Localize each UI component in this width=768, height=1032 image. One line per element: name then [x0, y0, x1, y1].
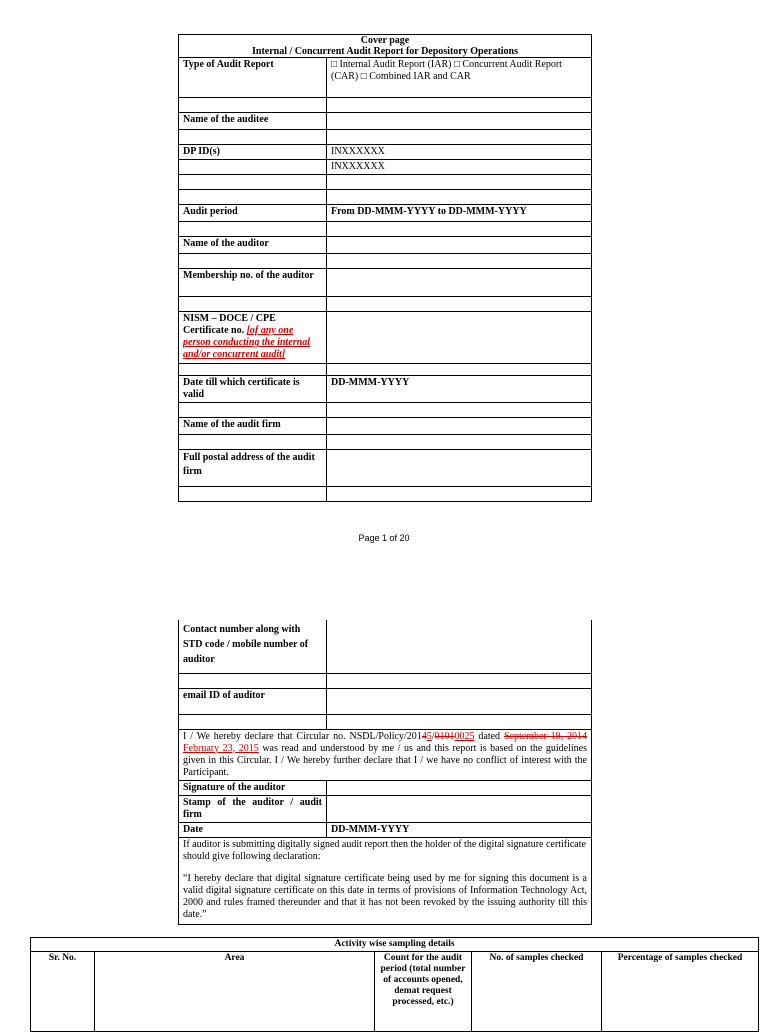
period-value: From DD-MMM-YYYY to DD-MMM-YYYY: [327, 205, 592, 222]
nism-note: [of any one person conducting the internal and/or concurrent audit]: [183, 325, 310, 360]
sampling-title: Activity wise sampling details: [31, 938, 759, 952]
type-value: □ Internal Audit Report (IAR) □ Concurrent Audit Report (CAR) □ Combined IAR and CAR: [327, 58, 592, 98]
digital-section: [179, 837, 592, 924]
digital-intro: If auditor is submitting digitally signed audit report then the holder of the digital signature certificate should give following declaration:: [183, 838, 586, 862]
firm-value: [327, 418, 592, 435]
page-number: Page 1 of 20: [358, 533, 410, 543]
dpid-value-1: INXXXXXX: [327, 145, 592, 160]
contact-label: Contact number along with STD code / mobile number of auditor: [179, 620, 327, 673]
signature-label: Signature of the auditor: [179, 780, 327, 795]
col-samples-checked: No. of samples checked: [472, 952, 602, 1032]
auditor-value: [327, 237, 592, 254]
auditee-label: Name of the auditee: [179, 113, 327, 130]
address-value: [327, 450, 592, 487]
col-count: Count for the audit period (total number of accounts opened, demat request processed, etc.): [375, 952, 472, 1032]
email-value: [327, 688, 592, 714]
nism-label: NISM – DOCE / CPE Certificate no.: [183, 313, 276, 336]
contact-value: [327, 620, 592, 673]
address-label: Full postal address of the audit firm: [179, 450, 327, 487]
cover-subtitle: Internal / Concurrent Audit Report for Depository Operations: [252, 46, 519, 57]
valid-label: Date till which certificate is valid: [179, 376, 327, 403]
membership-value: [327, 269, 592, 297]
date-label: Date: [179, 822, 327, 837]
auditee-value: [327, 113, 592, 130]
valid-value: DD-MMM-YYYY: [327, 376, 592, 403]
col-percentage: Percentage of samples checked: [602, 952, 759, 1032]
auditor-label: Name of the auditor: [179, 237, 327, 254]
nism-value: [327, 312, 592, 364]
date-value: DD-MMM-YYYY: [327, 822, 592, 837]
sampling-table: [30, 937, 759, 1032]
cover-title: Cover page: [360, 35, 410, 46]
membership-label: Membership no. of the auditor: [179, 269, 327, 297]
dpid-label: DP ID(s): [179, 145, 327, 160]
stamp-label: Stamp of the auditor / audit firm: [179, 795, 327, 822]
dpid-value-2: INXXXXXX: [327, 160, 592, 175]
nism-cell: [179, 312, 327, 364]
email-label: email ID of auditor: [179, 688, 327, 714]
col-area: Area: [95, 952, 375, 1032]
declaration-text: I / We hereby declare that Circular no. NSDL/Policy/20145/01010025 dated September 19, 2014 February 23, 2015 was read and understood by me / us and this report is based on the guidelines given in this Circular. I / We hereby further declare that I / we have no conflict of interest with the Participant.: [179, 729, 592, 780]
col-sr-no: Sr. No.: [31, 952, 95, 1032]
cover-table: [178, 34, 592, 502]
page2-table: [178, 620, 592, 925]
period-label: Audit period: [179, 205, 327, 222]
type-label: Type of Audit Report: [179, 58, 327, 98]
signature-value: [327, 780, 592, 795]
firm-label: Name of the audit firm: [179, 418, 327, 435]
stamp-value: [327, 795, 592, 822]
digital-declaration: “I hereby declare that digital signature certificate being used by me for signing this document is a valid digital signature certificate on this date in terms of provisions of Information Technology Act, 2000 and rules framed thereunder and that it has not been revoked by the issuing authority till this date.”: [183, 872, 587, 920]
